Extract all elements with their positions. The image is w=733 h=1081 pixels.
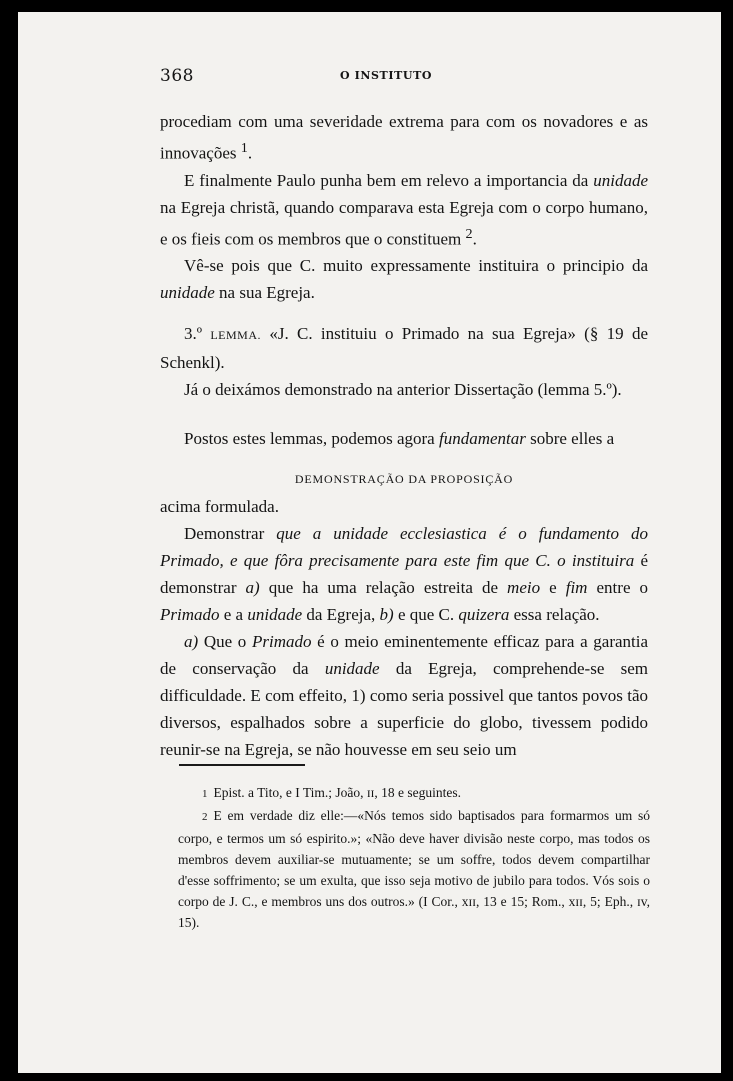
lemma-3: 3.º LEMMA. «J. C. instituiu o Primado na sua Egreja» (§ 19 de Schenkl). (160, 324, 648, 373)
paragraph-8: a) Que o Primado é o meio eminentemente efficaz para a garantia de conservação da unidade da Egreja, comprehende-se sem difficuldade. E com effeito, 1) como seria possivel que tantos povos tão diversos, espalhados sobre a superficie do globo, tivessem podido reunir-se na Egreja, se não houvesse em seu seio um (160, 632, 649, 760)
paragraph-4: Já o deixámos demonstrado na anterior Dissertação (lemma 5.º). (184, 380, 622, 400)
footnote-2: 2 E em verdade diz elle:—«Nós temos sido baptisados para formarmos um só corpo, e termos um só espirito.»; «Não deve haver divisão neste corpo, mas todos os membros devem auxiliar-se mutuamente; se um soffre, todos devem compartilhar d'esse soffrimento; se um exulta, que isso seja motivo de jubilo para todos. Vós sois o corpo de J. C., e membros uns dos outros.» (I Cor., xɪɪ, 13 e 15; Rom., xɪɪ, 5; Eph., ɪv, 15). (178, 808, 650, 930)
body-text (160, 108, 648, 763)
paragraph-5: Postos estes lemmas, podemos agora fundamentar sobre elles a (184, 429, 615, 449)
lemma-label: LEMMA. (210, 328, 262, 343)
running-title: O INSTITUTO (340, 69, 433, 82)
footnote-divider (179, 764, 305, 766)
paragraph-1: procediam com uma severidade extrema para com os novadores e as innovações $^1$. (160, 112, 648, 163)
paragraph-3: Vê-se pois que C. muito expressamente instituira o principio da unidade na sua Egreja. (160, 256, 648, 303)
footnote-ref-2: 2 (465, 225, 473, 242)
paragraph-2: E finalmente Paulo punha bem em relevo a importancia da unidade na Egreja christã, quando comparava esta Egreja com o corpo humano, e os fieis com os membros que o constituem $^2$. (160, 170, 648, 249)
book-page (18, 12, 721, 1073)
section-heading: DEMONSTRAÇÃO DA PROPOSIÇÃO (294, 472, 514, 487)
page-number: 368 (160, 66, 194, 86)
paragraph-7: Demonstrar que a unidade ecclesiastica é o fundamento do Primado, e que fôra precisamente para este fim que C. o instituira é demonstrar a) que ha uma relação estreita de meio e fim entre o Primado e a unidade da Egreja, b) e que C. quizera essa relação. (160, 524, 649, 625)
page-header (160, 66, 640, 90)
footnotes (178, 782, 650, 933)
footnote-ref-1: 1 (240, 140, 248, 156)
paragraph-6: acima formulada. (160, 497, 279, 517)
footnote-1: 1 Epist. a Tito, e I Tim.; João, ɪɪ, 18 e seguintes. (202, 785, 462, 800)
